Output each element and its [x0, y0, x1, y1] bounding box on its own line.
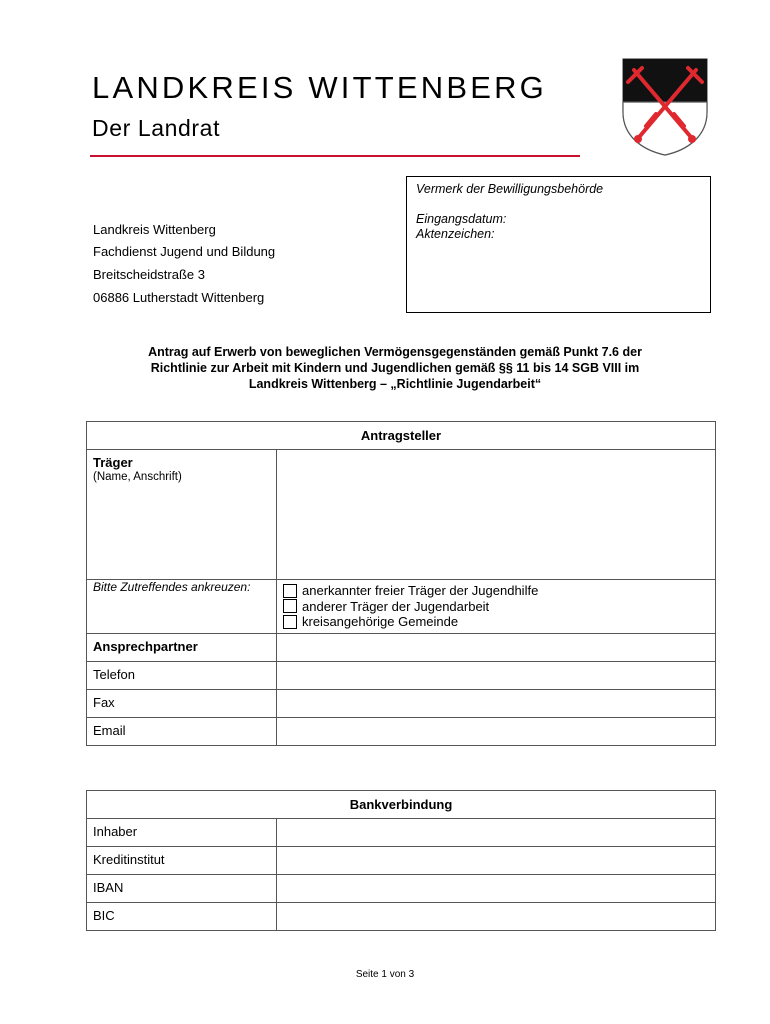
iban-label: IBAN: [87, 875, 277, 903]
fax-input[interactable]: [277, 690, 716, 718]
header-divider: [90, 155, 580, 157]
fax-label: Fax: [87, 690, 277, 718]
header-subtitle: Der Landrat: [92, 115, 221, 141]
bank-heading: Bankverbindung: [87, 791, 716, 819]
kreditinstitut-label: Kreditinstitut: [87, 847, 277, 875]
ansprechpartner-label: Ansprechpartner: [87, 634, 277, 662]
inhaber-input[interactable]: [277, 819, 716, 847]
iban-input[interactable]: [277, 875, 716, 903]
page-number: Seite 1 von 3: [355, 969, 415, 980]
coat-of-arms-icon: [604, 56, 726, 156]
antragsteller-table: [86, 421, 716, 746]
option-anerkannter-traeger[interactable]: [283, 583, 709, 599]
check-label: Bitte Zutreffendes ankreuzen:: [87, 580, 277, 634]
option-label: anderer Träger der Jugendarbeit: [302, 598, 490, 614]
traeger-type-options: [277, 580, 716, 634]
checkbox-gemeinde[interactable]: [283, 615, 297, 629]
option-anderer-traeger[interactable]: [283, 599, 709, 615]
option-gemeinde[interactable]: [283, 614, 709, 630]
traeger-label: Träger: [93, 455, 133, 470]
email-label: Email: [87, 718, 277, 746]
option-label: anerkannter freier Träger der Jugendhilfe: [302, 583, 539, 599]
address-line-2: Fachdienst Jugend und Bildung: [93, 244, 276, 259]
address-line-1: Landkreis Wittenberg: [93, 222, 216, 237]
antrag-line-1: Antrag auf Erwerb von beweglichen Vermögensgegenständen gemäß Punkt 7.6 der: [148, 345, 642, 359]
bic-label: BIC: [87, 903, 277, 931]
vermerk-box: [406, 176, 711, 313]
antrag-line-3: Landkreis Wittenberg – „Richtlinie Jugendarbeit“: [248, 377, 542, 391]
address-line-4: 06886 Lutherstadt Wittenberg: [93, 290, 265, 305]
bic-input[interactable]: [277, 903, 716, 931]
address-line-3: Breitscheidstraße 3: [93, 267, 205, 282]
email-input[interactable]: [277, 718, 716, 746]
antrag-line-2: Richtlinie zur Arbeit mit Kindern und Jugendlichen gemäß §§ 11 bis 14 SGB VIII im: [150, 361, 640, 375]
traeger-input[interactable]: [277, 450, 716, 580]
vermerk-title: Vermerk der Bewilligungsbehörde: [416, 182, 604, 196]
header-title: LANDKREIS WITTENBERG: [92, 70, 547, 105]
checkbox-anerkannter-traeger[interactable]: [283, 584, 297, 598]
telefon-label: Telefon: [87, 662, 277, 690]
ansprechpartner-input[interactable]: [277, 634, 716, 662]
checkbox-anderer-traeger[interactable]: [283, 599, 297, 613]
eingangsdatum-label: Eingangsdatum:: [416, 212, 507, 226]
aktenzeichen-label: Aktenzeichen:: [416, 227, 495, 241]
traeger-label-cell: [87, 450, 277, 580]
inhaber-label: Inhaber: [87, 819, 277, 847]
traeger-hint: (Name, Anschrift): [93, 471, 182, 483]
telefon-input[interactable]: [277, 662, 716, 690]
kreditinstitut-input[interactable]: [277, 847, 716, 875]
antrag-title: [95, 344, 695, 392]
bankverbindung-table: [86, 790, 716, 931]
option-label: kreisangehörige Gemeinde: [302, 614, 459, 630]
antragsteller-heading: Antragsteller: [87, 422, 716, 450]
